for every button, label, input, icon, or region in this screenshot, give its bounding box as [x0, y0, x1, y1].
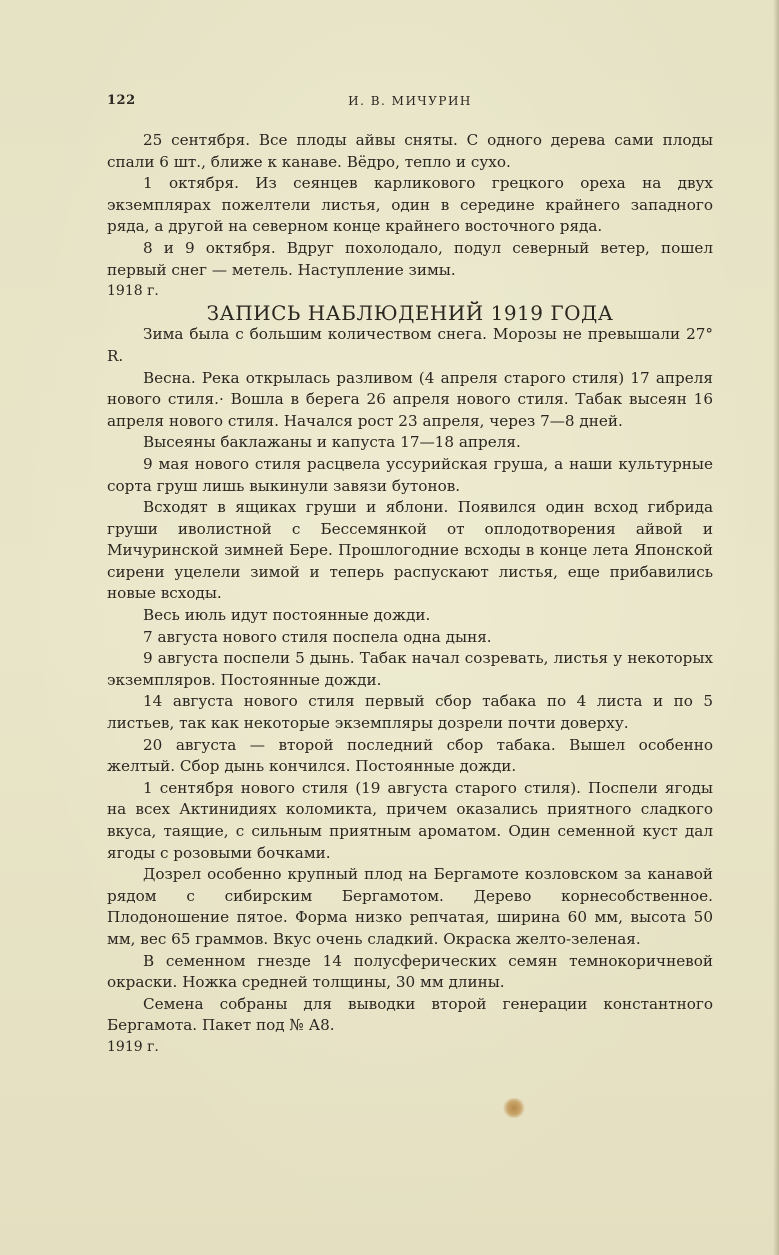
paragraph: Семена собраны для выводки второй генерации константного Бергамота. Пакет под № А8.	[107, 994, 713, 1035]
paragraph: 1 октября. Из сеянцев карликового грецкого ореха на двух экземплярах пожелтели листья, один в середине крайнего западного ряда, а другой на северном конце крайнего восточного ряда.	[107, 174, 713, 236]
paragraph: 25 сентября. Все плоды айвы сняты. С одного дерева сами плоды спали 6 шт., ближе к канаве. Вёдро, тепло и сухо.	[107, 131, 713, 171]
page-number: 122	[107, 93, 136, 108]
body-text	[107, 130, 713, 1059]
paper-stain	[503, 1098, 525, 1118]
page-header	[107, 93, 713, 113]
paragraph: 14 августа нового стиля первый сбор табака по 4 листа и по 5 листьев, так как некоторые экземпляры дозрели почти доверху.	[107, 692, 713, 733]
paragraph: Высеяны баклажаны и капуста 17—18 апреля.	[143, 433, 521, 452]
paragraph: В семенном гнезде 14 полусферических семян темнокоричневой окраски. Ножка средней толщины, 30 мм длины.	[107, 951, 713, 992]
paragraph: Зима была с большим количеством снега. Морозы не превышали 27° R.	[107, 325, 713, 365]
paragraph: 9 августа поспели 5 дынь. Табак начал созревать, листья у некоторых экземпляров. Постоянные дожди.	[107, 649, 713, 689]
page-edge-shadow	[773, 0, 779, 1255]
paragraph: 8 и 9 октября. Вдруг похолодало, подул северный ветер, пошел первый снег — метель. Наступление зимы.	[107, 238, 713, 279]
paragraph: Весна. Река открылась разливом (4 апреля старого стиля) 17 апреля нового стиля.· Вошла в берега 26 апреля нового стиля. Табак высеян 16 апреля нового стиля. Начался рост 23 апреля, через 7—8 дней.	[107, 368, 713, 430]
paragraph: 7 августа нового стиля поспела одна дыня.	[143, 627, 492, 646]
year-signature-1919: 1919 г.	[107, 1038, 159, 1055]
year-signature-1918: 1918 г.	[107, 283, 159, 300]
section-title: ЗАПИСЬ НАБЛЮДЕНИЙ 1919 ГОДА	[206, 300, 614, 325]
running-head: И. В. МИЧУРИН	[348, 94, 472, 108]
paragraph: 20 августа — второй последний сбор табака. Вышел особенно желтый. Сбор дынь кончился. Постоянные дожди.	[107, 735, 713, 776]
paragraph: 9 мая нового стиля расцвела уссурийская груша, а наши культурные сорта груш лишь выкинули завязи бутонов.	[107, 454, 713, 495]
paragraph: 1 сентября нового стиля (19 августа старого стиля). Поспели ягоды на всех Актинидиях коломикта, причем оказались приятного сладкого вкуса, таящие, с сильным приятным ароматом. Один семенной куст дал ягоды с розовыми бочками.	[107, 778, 713, 862]
paragraph: Дозрел особенно крупный плод на Бергамоте козловском за канавой рядом с сибирским Бергамотом. Дерево корнесобственное. Плодоношение пятое. Форма низко репчатая, ширина 60 мм, высота 50 мм, вес 65 граммов. Вкус очень сладкий. Окраска желто-зеленая.	[107, 865, 713, 948]
paragraph: Всходят в ящиках груши и яблони. Появился один всход гибрида груши иволистной с Бессемянкой от оплодотворения айвой и Мичуринской зимней Бере. Прошлогодние всходы в конце лета Японской сирени уцелели зимой и теперь распускают листья, еще прибавились новые всходы.	[107, 498, 713, 603]
paragraph: Весь июль идут постоянные дожди.	[143, 606, 431, 625]
